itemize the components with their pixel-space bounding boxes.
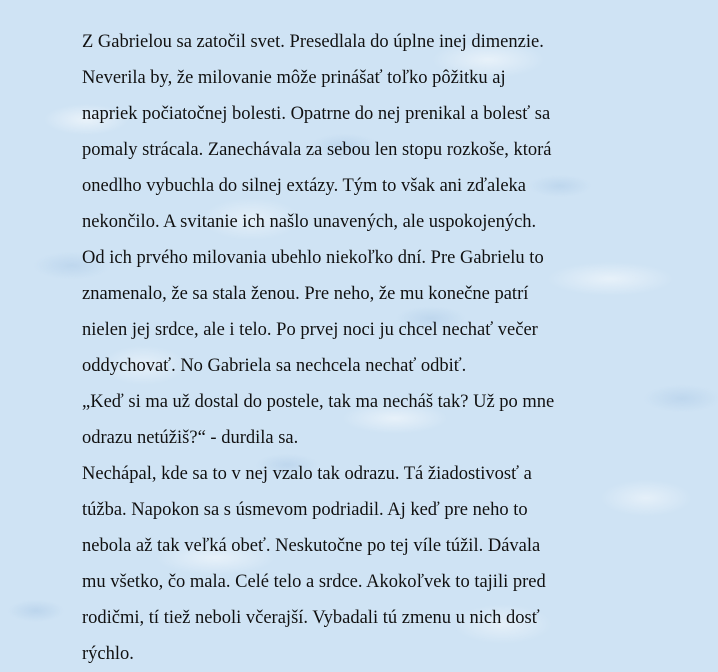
text-line: znamenalo, že sa stala ženou. Pre neho, že mu konečne patrí xyxy=(82,284,529,304)
dialogue-line: odrazu netúžiš?“ - durdila sa. xyxy=(82,428,299,448)
text-line: rodičmi, tí tiež neboli včerajší. Vybadali tú zmenu u nich dosť xyxy=(82,608,540,628)
story-text xyxy=(82,24,712,672)
text-line: Nechápal, kde sa to v nej vzalo tak odrazu. Tá žiadostivosť a xyxy=(82,464,532,484)
text-line: pomaly strácala. Zanechávala za sebou len stopu rozkoše, ktorá xyxy=(82,140,552,160)
text-line: nekončilo. A svitanie ich našlo unavených, ale uspokojených. xyxy=(82,212,537,232)
text-line: Neverila by, že milovanie môže prinášať toľko pôžitku aj xyxy=(82,68,506,88)
text-line: napriek počiatočnej bolesti. Opatrne do nej prenikal a bolesť sa xyxy=(82,104,551,124)
text-line: oddychovať. No Gabriela sa nechcela nechať odbiť. xyxy=(82,356,467,376)
text-line: Od ich prvého milovania ubehlo niekoľko dní. Pre Gabrielu to xyxy=(82,248,544,268)
text-line: Z Gabrielou sa zatočil svet. Presedlala do úplne inej dimenzie. xyxy=(82,32,544,52)
text-line: rýchlo. xyxy=(82,644,134,664)
text-line: mu všetko, čo mala. Celé telo a srdce. Akokoľvek to tajili pred xyxy=(82,572,546,592)
text-line: nebola až tak veľká obeť. Neskutočne po tej víle túžil. Dávala xyxy=(82,536,541,556)
text-line: onedlho vybuchla do silnej extázy. Tým to však ani zďaleka xyxy=(82,176,527,196)
text-line: túžba. Napokon sa s úsmevom podriadil. Aj keď pre neho to xyxy=(82,500,528,520)
dialogue-line: „Keď si ma už dostal do postele, tak ma necháš tak? Už po mne xyxy=(82,392,555,412)
text-line: nielen jej srdce, ale i telo. Po prvej noci ju chcel nechať večer xyxy=(82,320,538,340)
